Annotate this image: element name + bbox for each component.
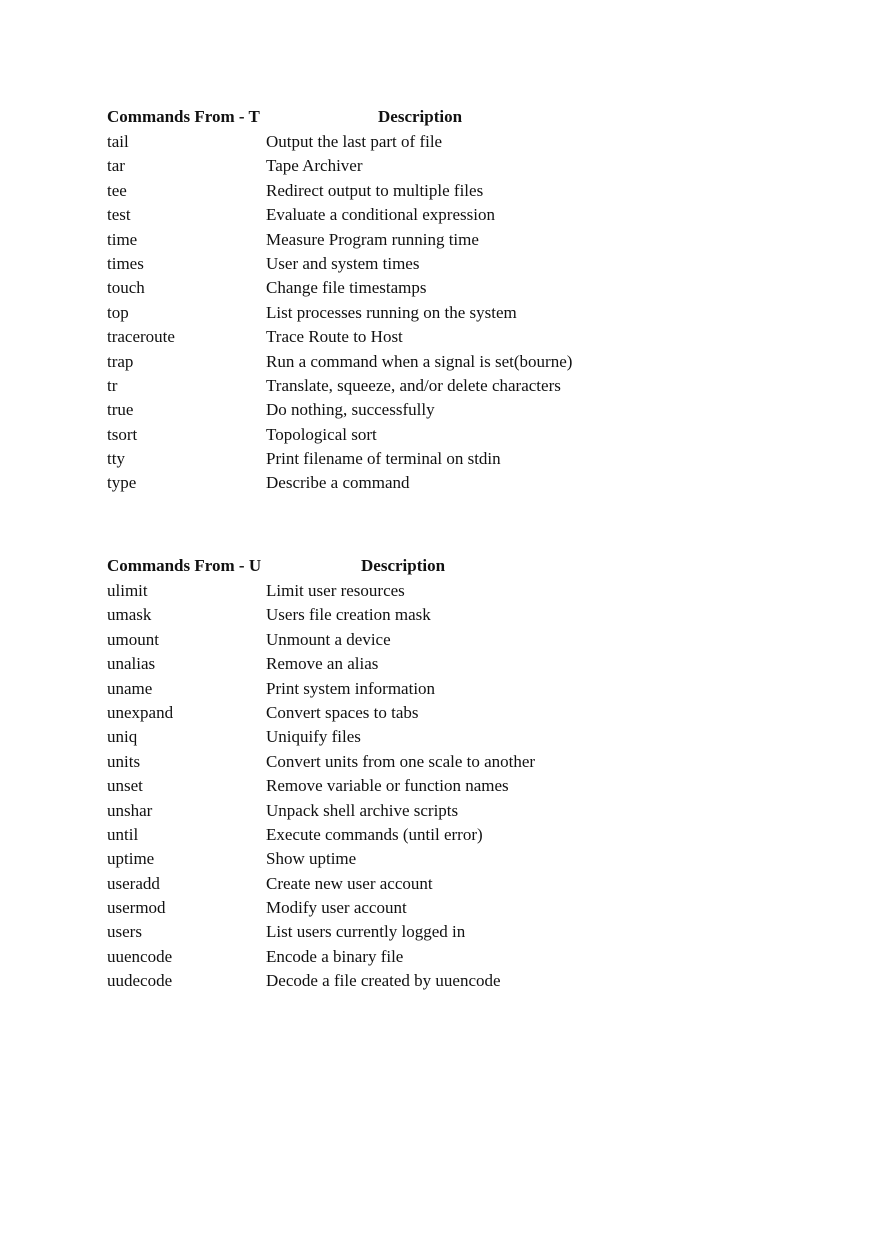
table-row xyxy=(107,823,667,847)
table-row xyxy=(107,603,667,627)
command-name: units xyxy=(107,751,141,771)
command-name: useradd xyxy=(107,873,160,893)
table-body xyxy=(107,579,667,994)
table-row xyxy=(107,325,667,349)
command-description: Measure Program running time xyxy=(266,229,479,249)
command-name: time xyxy=(107,229,138,249)
command-description: Create new user account xyxy=(266,873,433,893)
table-row xyxy=(107,350,667,374)
table-row xyxy=(107,276,667,300)
command-description: Translate, squeeze, and/or delete characters xyxy=(266,375,561,395)
command-description: Unmount a device xyxy=(266,629,391,649)
command-name: tar xyxy=(107,156,125,176)
command-name: unalias xyxy=(107,654,156,674)
command-name: ulimit xyxy=(107,581,148,600)
command-description: Topological sort xyxy=(266,424,377,444)
table-row xyxy=(107,677,667,701)
command-description: User and system times xyxy=(266,253,420,273)
command-name: tee xyxy=(107,180,127,200)
commands-t-table xyxy=(107,105,667,496)
command-description: Encode a binary file xyxy=(266,946,404,966)
table-row xyxy=(107,374,667,398)
table-row xyxy=(107,750,667,774)
table-row xyxy=(107,701,667,725)
table-row xyxy=(107,154,667,178)
table-row xyxy=(107,579,667,603)
command-name: touch xyxy=(107,278,145,298)
command-name: tsort xyxy=(107,424,138,444)
table-row xyxy=(107,447,667,471)
command-name: unexpand xyxy=(107,702,174,722)
command-description: Uniquify files xyxy=(266,727,361,747)
command-description: Modify user account xyxy=(266,898,407,918)
command-description: Convert spaces to tabs xyxy=(266,702,419,722)
command-name: umount xyxy=(107,629,159,649)
command-name: uptime xyxy=(107,849,155,869)
command-name: tr xyxy=(107,375,118,395)
table-row xyxy=(107,130,667,154)
table-header xyxy=(107,554,667,578)
table-row xyxy=(107,799,667,823)
table-row xyxy=(107,228,667,252)
command-name: unset xyxy=(107,776,143,796)
command-name: tty xyxy=(107,449,125,469)
column-header-commands: Commands From - T xyxy=(107,107,260,126)
command-description: Describe a command xyxy=(266,473,410,493)
command-description: Unpack shell archive scripts xyxy=(266,800,459,820)
table-row xyxy=(107,774,667,798)
command-description: Tape Archiver xyxy=(266,156,363,176)
command-description: Execute commands (until error) xyxy=(266,824,483,844)
command-name: traceroute xyxy=(107,327,175,347)
column-header-commands: Commands From - U xyxy=(107,556,262,575)
table-header xyxy=(107,105,667,129)
command-description: Decode a file created by uuencode xyxy=(266,971,501,991)
command-name: tail xyxy=(107,132,129,151)
command-name: until xyxy=(107,824,139,844)
command-name: true xyxy=(107,400,134,420)
table-row xyxy=(107,945,667,969)
command-description: Remove an alias xyxy=(266,654,379,674)
table-row xyxy=(107,896,667,920)
command-description: Users file creation mask xyxy=(266,605,431,625)
command-description: Run a command when a signal is set(bourne) xyxy=(266,351,573,371)
table-row xyxy=(107,969,667,993)
command-description: List processes running on the system xyxy=(266,302,517,322)
table-row xyxy=(107,628,667,652)
table-row xyxy=(107,398,667,422)
commands-u-table xyxy=(107,554,667,994)
command-description: Output the last part of file xyxy=(266,132,443,151)
command-description: Limit user resources xyxy=(266,581,405,600)
command-name: type xyxy=(107,473,137,493)
table-row xyxy=(107,725,667,749)
command-name: times xyxy=(107,253,144,273)
command-description: Remove variable or function names xyxy=(266,776,509,796)
command-name: trap xyxy=(107,351,134,371)
command-description: Convert units from one scale to another xyxy=(266,751,536,771)
command-name: uname xyxy=(107,678,153,698)
table-body xyxy=(107,130,667,496)
table-row xyxy=(107,847,667,871)
command-name: test xyxy=(107,205,131,225)
table-row xyxy=(107,203,667,227)
column-header-description: Description xyxy=(361,556,446,575)
table-row xyxy=(107,179,667,203)
table-row xyxy=(107,471,667,495)
command-description: Redirect output to multiple files xyxy=(266,180,484,200)
command-name: top xyxy=(107,302,129,322)
command-description: Change file timestamps xyxy=(266,278,427,298)
command-name: uuencode xyxy=(107,946,173,966)
command-description: List users currently logged in xyxy=(266,922,466,942)
table-row xyxy=(107,423,667,447)
command-name: umask xyxy=(107,605,152,625)
table-row xyxy=(107,252,667,276)
command-name: usermod xyxy=(107,898,166,918)
command-name: uniq xyxy=(107,727,138,747)
table-row xyxy=(107,920,667,944)
command-name: uudecode xyxy=(107,971,173,991)
command-description: Print filename of terminal on stdin xyxy=(266,449,501,469)
column-header-description: Description xyxy=(378,107,463,126)
command-description: Show uptime xyxy=(266,849,357,869)
command-description: Trace Route to Host xyxy=(266,327,403,347)
command-name: users xyxy=(107,922,142,942)
table-row xyxy=(107,652,667,676)
command-description: Do nothing, successfully xyxy=(266,400,435,420)
table-row xyxy=(107,872,667,896)
command-name: unshar xyxy=(107,800,153,820)
command-description: Print system information xyxy=(266,678,436,698)
table-row xyxy=(107,301,667,325)
command-description: Evaluate a conditional expression xyxy=(266,205,495,225)
